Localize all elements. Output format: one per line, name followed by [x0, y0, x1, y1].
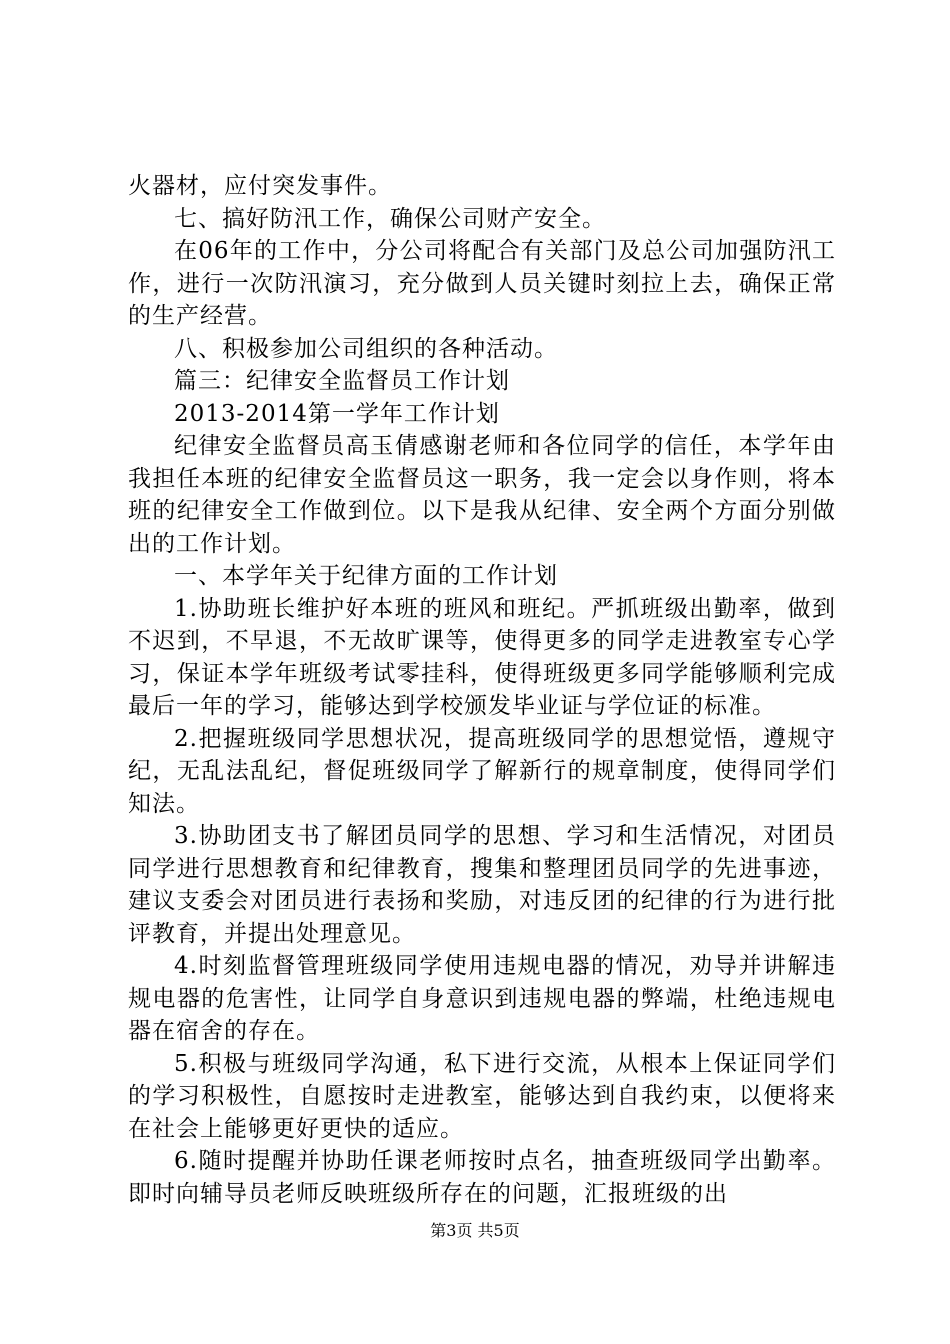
paragraph-introduction: 纪律安全监督员高玉倩感谢老师和各位同学的信任，本学年由我担任本班的纪律安全监督员这一职务，我一定会以身作则，将本班的纪律安全工作做到位。以下是我从纪律、安全两个方面分别做出的工作计划。 [128, 433, 836, 557]
paragraph-flood-prevention: 在06年的工作中，分公司将配合有关部门及总公司加强防汛工作，进行一次防汛演习，充分做到人员关键时刻拉上去，确保正常的生产经营。 [128, 238, 836, 329]
page-number-footer: 第3页 共5页 [430, 1221, 520, 1240]
paragraph-section-seven-heading: 七、搞好防汛工作，确保公司财产安全。 [174, 205, 606, 232]
paragraph-part-three-title: 篇三：纪律安全监督员工作计划 [174, 368, 510, 394]
paragraph-item-5: 5.积极与班级同学沟通，私下进行交流，从根本上保证同学们的学习积极性，自愿按时走进教室，能够达到自我约束，以便将来在社会上能够更好更快的适应。 [128, 1050, 836, 1142]
paragraph-item-2: 2.把握班级同学思想状况，提高班级同学的思想觉悟，遵规守纪，无乱法乱纪，督促班级同学了解新行的规章制度，使得同学们知法。 [128, 725, 836, 817]
paragraph-academic-year-title: 2013-2014第一学年工作计划 [174, 400, 500, 427]
paragraph-item-3: 3.协助团支书了解团员同学的思想、学习和生活情况，对团员同学进行思想教育和纪律教育，搜集和整理团员同学的先进事迹，建议支委会对团员进行表扬和奖励，对违反团的纪律的行为进行批评教育，并提出处理意见。 [128, 823, 836, 947]
paragraph-item-1: 1.协助班长维护好本班的班风和班纪。严抓班级出勤率，做到不迟到，不早退，不无故旷课等，使得更多的同学走进教室专心学习，保证本学年班级考试零挂科，使得班级更多同学能够顺利完成最后一年的学习，能够达到学校颁发毕业证与学位证的标准。 [128, 595, 836, 719]
document-body [128, 170, 836, 1210]
paragraph-continuation: 火器材，应付突发事件。 [128, 173, 392, 199]
paragraph-item-6: 6.随时提醒并协助任课老师按时点名，抽查班级同学出勤率。即时向辅导员老师反映班级所存在的问题，汇报班级的出 [128, 1148, 836, 1207]
paragraph-discipline-section-heading: 一、本学年关于纪律方面的工作计划 [174, 563, 558, 589]
paragraph-item-4: 4.时刻监督管理班级同学使用违规电器的情况，劝导并讲解违规电器的危害性，让同学自身意识到违规电器的弊端，杜绝违规电器在宿舍的存在。 [128, 953, 836, 1044]
paragraph-section-eight-heading: 八、积极参加公司组织的各种活动。 [174, 335, 558, 362]
